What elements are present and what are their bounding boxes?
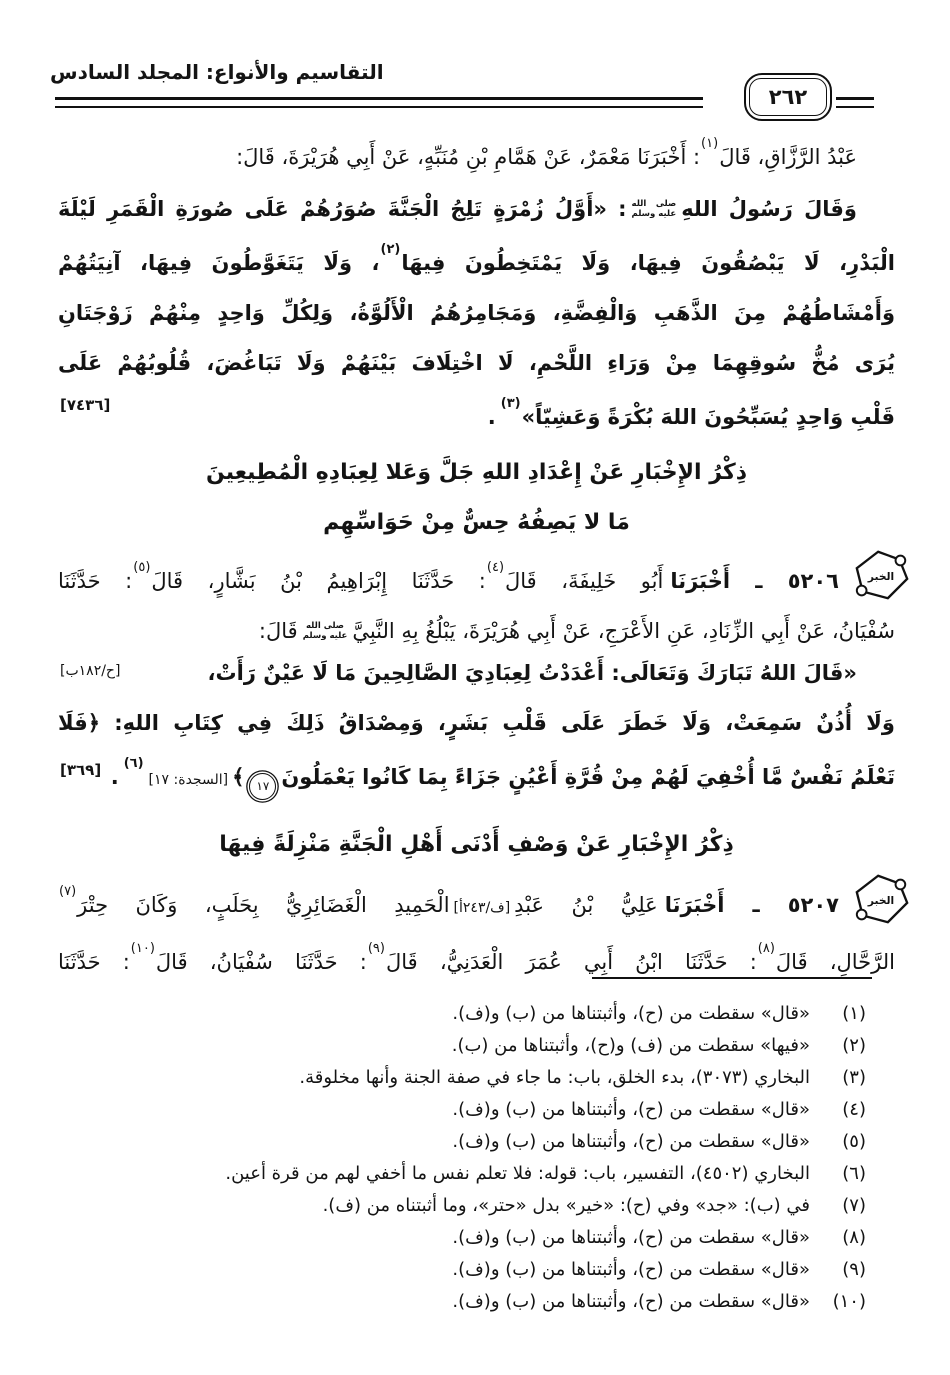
matn-line [58,234,895,288]
verse-close-bracket: ﴾ [232,765,245,789]
text-run: أَبُو خَلِيفَةَ، قَالَ [505,569,664,593]
footnote-text: البخاري (٤٥٠٢)، التفسير، باب: قوله: فلا تعلم نفس ما أخفي لهم من قرة أعين. [225,1163,810,1184]
text-run: قَلْبِ وَاحِدٍ يُسَبِّحُونَ اللهَ بُكْرَةً وَعَشِيّاً» [521,405,895,429]
footnote-marker: (٤) [486,560,505,575]
matn-line [58,388,895,442]
section-heading-1 [58,448,895,548]
footnote-text: البخاري (٣٠٧٣)، بدء الخلق، باب: ما جاء في صفة الجنة وأنها مخلوقة. [299,1067,810,1088]
footnote-text: «قال» سقطت من (ح)، وأثبتناها من (ب) و(ف). [452,1227,810,1248]
isnad-line [58,128,895,182]
hadith-number: ٥٢٠٧ ـ أَخْبَرَنَا [664,893,839,917]
manuscript-folio-note: [ف/٢٤٣أ] [453,900,511,916]
stamp-label: الخبر [867,893,895,907]
page-number-badge [744,73,832,121]
footnote-marker: (٥) [133,560,151,575]
footnote-number: (١) [842,1003,866,1024]
text-run: وَقَالَ رَسُولُ اللهِ [681,197,857,221]
matn-line: يُرَى مُخُّ سُوقِهِمَا مِنْ وَرَاءِ اللَّحْمِ، لَا اخْتِلَافَ بَيْنَهُمْ وَلَا تَبَاغُضَ، قُلُوبُهُمْ عَلَى [58,351,895,375]
footnote-number: (٧) [842,1195,866,1216]
footnote-row [70,1094,866,1126]
footnote-text: «قال» سقطت من (ح)، وأثبتناها من (ب) و(ف). [452,1131,810,1152]
saws-symbol [632,200,677,219]
matn-line [58,748,895,805]
footnote-row [70,1158,866,1190]
footnote-row [70,1190,866,1222]
footnote-marker: (٦) [123,756,144,771]
footnote-row [70,1030,866,1062]
matn-line: وَأَمْشَاطُهُمْ مِنَ الذَّهَبِ وَالْفِضَّةِ، وَمَجَامِرُهُمُ الْأَلُوَّةُ، وَلِكُلِّ وَاحِدٍ مِنْهُمْ زَوْجَتَانِ [58,301,895,325]
hadith-number: ٥٢٠٦ ـ أَخْبَرَنَا [670,569,839,593]
isnad-line [58,552,895,606]
text-run: : أَخْبَرَنَا مَعْمَرٌ، عَنْ هَمَّامِ بْنِ مُنَبِّهٍ، عَنْ أَبِي هُرَيْرَةَ، قَالَ: [236,145,701,169]
text-run: : حَدَّثَنَا ابْنُ أَبِي عُمَرَ الْعَدَنِيُّ، قَالَ [385,950,757,974]
footnote-text: «فيها» سقطت من (ف) و(ح)، وأثبتناها من (ب). [451,1035,810,1056]
footnote-row [70,998,866,1030]
footnote-row [70,1222,866,1254]
page-header-title: التقاسيم والأنواع: المجلد السادس [50,60,384,84]
saws-bottom: عليه وسلم [302,631,348,641]
text-run: : «أَوَّلُ زُمْرَةٍ تَلِجُ الْجَنَّةَ صُوَرُهُمْ عَلَى صُورَةِ الْقَمَرِ لَيْلَةَ [58,197,627,221]
footnote-marker: (١) [701,136,719,151]
footnote-marker: (٨) [757,941,775,956]
footnote-row [70,1126,866,1158]
footnote-marker: (٣) [500,396,521,411]
stamp-label: الخبر [867,569,895,583]
footnote-number: (٨) [842,1227,866,1248]
footnote-number: (٩) [842,1259,866,1280]
verse-reference: [السجدة: ١٧] [148,772,229,788]
section-title-line: ذِكْرُ الإِخْبَارِ عَنْ وَصْفِ أَدْنَى أَهْلِ الْجَنَّةِ مَنْزِلَةً فِيهَا [219,832,734,857]
matn-line [58,184,895,234]
footnote-text: «قال» سقطت من (ح)، وأثبتناها من (ب) و(ف). [452,1291,810,1312]
footnote-number: (٥) [842,1131,866,1152]
header-rule-right [836,97,874,108]
saws-symbol [303,622,348,641]
header-rule [55,97,703,108]
footnote-row [70,1286,866,1318]
footnote-row [70,1062,866,1094]
hadith-serial-ref: [٣٦٩] [60,761,102,779]
isnad-paragraph [58,128,895,182]
ayah-number-rosette: ١٧ [249,773,276,800]
footnote-number: (٣) [842,1067,866,1088]
matn-line: وَلَا أُذُنٌ سَمِعَتْ، وَلَا خَطَرَ عَلَى قَلْبِ بَشَرٍ، وَمِصْدَاقُ ذَلِكَ فِي كِتَابِ اللهِ: ﴿فَلَا [58,711,895,735]
footnote-number: (١٠) [832,1291,866,1312]
footnote-text: «قال» سقطت من (ح)، وأثبتناها من (ب) و(ف). [452,1099,810,1120]
text-run: عَبْدُ الرَّزَّاقِ، قَالَ [719,145,857,169]
text-run: : حَدَّثَنَا سُفْيَانُ، قَالَ [155,950,367,974]
footnote-marker: (٧) [59,884,77,899]
text-run: الرَّحَّالِ، قَالَ [775,950,895,974]
manuscript-folio-note: [ح/١٨٢ب] [60,663,121,679]
hadith-5206-isnad [58,552,895,656]
isnad-line [58,876,895,933]
footnote-separator [592,977,872,979]
text-run: : حَدَّثَنَا إِبْرَاهِيمُ بْنُ بَشَّارٍ، قَالَ [151,569,486,593]
text-run: الْحَمِيدِ الْغَضَائِرِيُّ بِحَلَبٍ، وَكَانَ حِتْرَ [77,893,450,917]
footnote-text: «قال» سقطت من (ح)، وأثبتناها من (ب) و(ف). [452,1003,810,1024]
footnote-number: (٢) [842,1035,866,1056]
text-run: عَلِيُّ بْنُ عَبْدِ [514,893,658,917]
footnote-marker: (٢) [380,242,401,257]
text-run: سُفْيَانُ، عَنْ أَبِي الزِّنَادِ، عَنِ الأَعْرَجِ، عَنْ أَبِي هُرَيْرَةَ، يَبْلُغُ بِهِ النَّبِيَّ [352,619,895,643]
hadith-matn-7436 [58,184,895,442]
section-title-line: مَا لا يَصِفُهُ حِسٌّ مِنْ حَوَاسِّهِم [323,510,630,535]
hadith-5207-isnad [58,876,895,987]
saws-bottom: عليه وسلم [631,209,677,219]
text-run: : حَدَّثَنَا [58,569,133,593]
footnote-number: (٦) [842,1163,866,1184]
footnote-marker: (٩) [367,941,385,956]
hadith-5206-matn [58,648,895,805]
footnotes-section [70,998,866,1318]
page-number: ٢٦٢ [749,78,827,116]
footnote-marker: (١٠) [130,941,155,956]
text-run: الْبَدْرِ، لَا يَبْصُقُونَ فِيهَا، وَلَا يَمْتَخِطُونَ فِيهَا [401,251,895,275]
footnote-text: في (ب): «جد» وفي (ح): «خير» بدل «حتر»، وما أثبتناه من (ف). [322,1195,810,1216]
text-run: ، وَلَا يَتَغَوَّطُونَ فِيهَا، آنِيَتُهُمْ [58,251,380,275]
text-run: تَعْلَمُ نَفْسٌ مَّا أُخْفِيَ لَهُمْ مِنْ قُرَّةِ أَعْيُنٍ جَزَاءً بِمَا كَانُوا يَعْمَلُونَ [281,765,895,789]
matn-line: «قَالَ اللهُ تَبَارَكَ وَتَعَالَى: أَعْدَدْتُ لِعِبَادِيَ الصَّالِحِينَ مَا لَا عَيْنٌ رَأَتْ، [207,661,857,685]
text-run: : حَدَّثَنَا [58,950,130,974]
text-run: . [487,405,496,429]
text-run: . [110,765,119,789]
section-heading-2 [58,820,895,870]
saws-top: صلى الله [631,199,677,210]
footnote-row [70,1254,866,1286]
footnote-number: (٤) [842,1099,866,1120]
section-title-line: ذِكْرُ الإِخْبَارِ عَنْ إِعْدَادِ اللهِ جَلَّ وَعَلا لِعِبَادِهِ الْمُطِيعِينَ [205,460,748,485]
footnote-text: «قال» سقطت من (ح)، وأثبتناها من (ب) و(ف). [452,1259,810,1280]
hadith-serial-ref: [٧٤٣٦] [60,396,111,414]
saws-top: صلى الله [306,621,345,632]
text-run: قَالَ: [258,619,298,643]
